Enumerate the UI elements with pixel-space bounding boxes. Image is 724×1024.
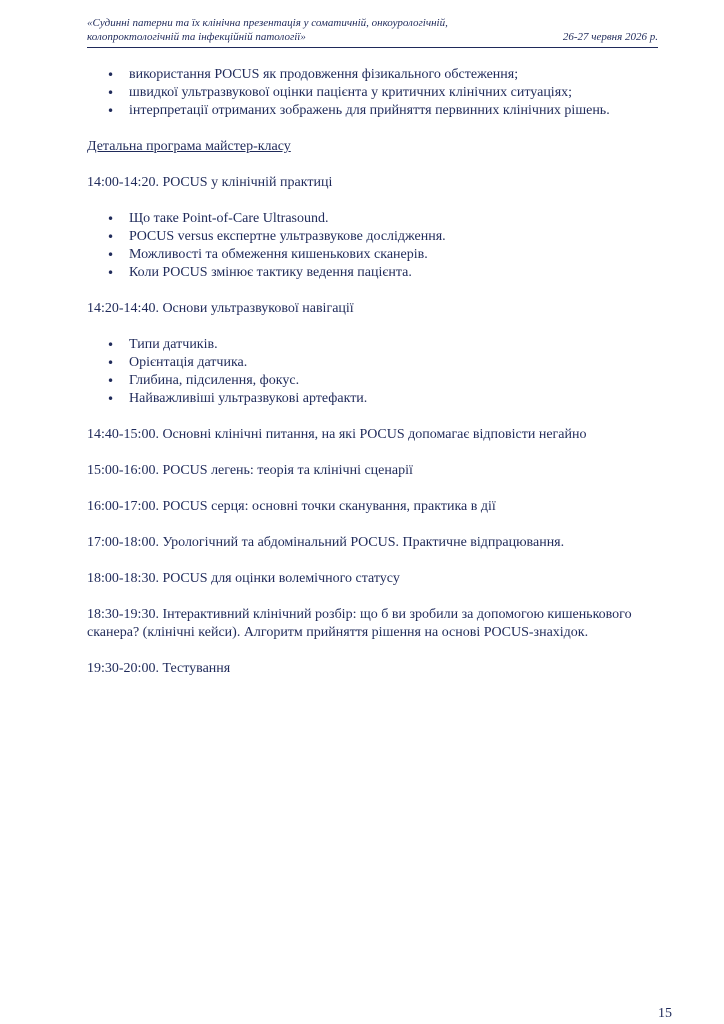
list-item: • інтерпретації отриманих зображень для прийняття первинних клінічних рішень. (87, 102, 658, 120)
page-header (87, 16, 658, 56)
list-item: • Коли POCUS змінює тактику ведення пацієнта. (87, 264, 658, 282)
session-bullet-list (87, 210, 658, 282)
header-title (87, 16, 507, 44)
schedule-item: 19:30-20:00. Тестування (87, 661, 231, 676)
header-date: 26-27 червня 2026 р. (562, 31, 658, 43)
list-item: • використання POCUS як продовження фізикального обстеження; (87, 66, 658, 84)
schedule-item: 15:00-16:00. POCUS легень: теорія та клінічні сценарії (87, 463, 413, 478)
schedule-item: 14:40-15:00. Основні клінічні питання, на які POCUS допомагає відповісти негайно (87, 427, 587, 442)
schedule-item: 18:30-19:30. Інтерактивний клінічний розбір: що б ви зробили за допомогою кишенькового сканера? (клінічні кейси). Алгоритм прийняття рішення на основі POCUS-знахідок. (87, 607, 632, 640)
page-number: 15 (658, 1006, 672, 1021)
session-title: 14:20-14:40. Основи ультразвукової навігації (87, 301, 354, 316)
list-item: • Найважливіші ультразвукові артефакти. (87, 390, 658, 408)
session-bullet-list (87, 336, 658, 408)
intro-bullet-list (87, 66, 658, 120)
header-divider (87, 47, 658, 48)
header-title-line-2: колопроктологічній та інфекційній патології» (87, 31, 306, 43)
document-body (87, 66, 658, 678)
schedule-item: 16:00-17:00. POCUS серця: основні точки сканування, практика в дії (87, 499, 496, 514)
list-item: • Можливості та обмеження кишенькових сканерів. (87, 246, 658, 264)
list-item: • Глибина, підсилення, фокус. (87, 372, 658, 390)
list-item: • Орієнтація датчика. (87, 354, 658, 372)
list-item: • Типи датчиків. (87, 336, 658, 354)
list-item: • швидкої ультразвукової оцінки пацієнта у критичних клінічних ситуаціях; (87, 84, 658, 102)
program-heading: Детальна програма майстер-класу (87, 139, 291, 154)
header-title-line-1: «Судинні патерни та їх клінічна презентація у соматичній, онкоурологічній, (87, 17, 448, 29)
session-title: 14:00-14:20. POCUS у клінічній практиці (87, 175, 333, 190)
schedule-item: 17:00-18:00. Урологічний та абдомінальний POCUS. Практичне відпрацювання. (87, 535, 565, 550)
list-item: • Що таке Point-of-Care Ultrasound. (87, 210, 658, 228)
list-item: • POCUS versus експертне ультразвукове дослідження. (87, 228, 658, 246)
schedule-item: 18:00-18:30. POCUS для оцінки волемічного статусу (87, 571, 400, 586)
